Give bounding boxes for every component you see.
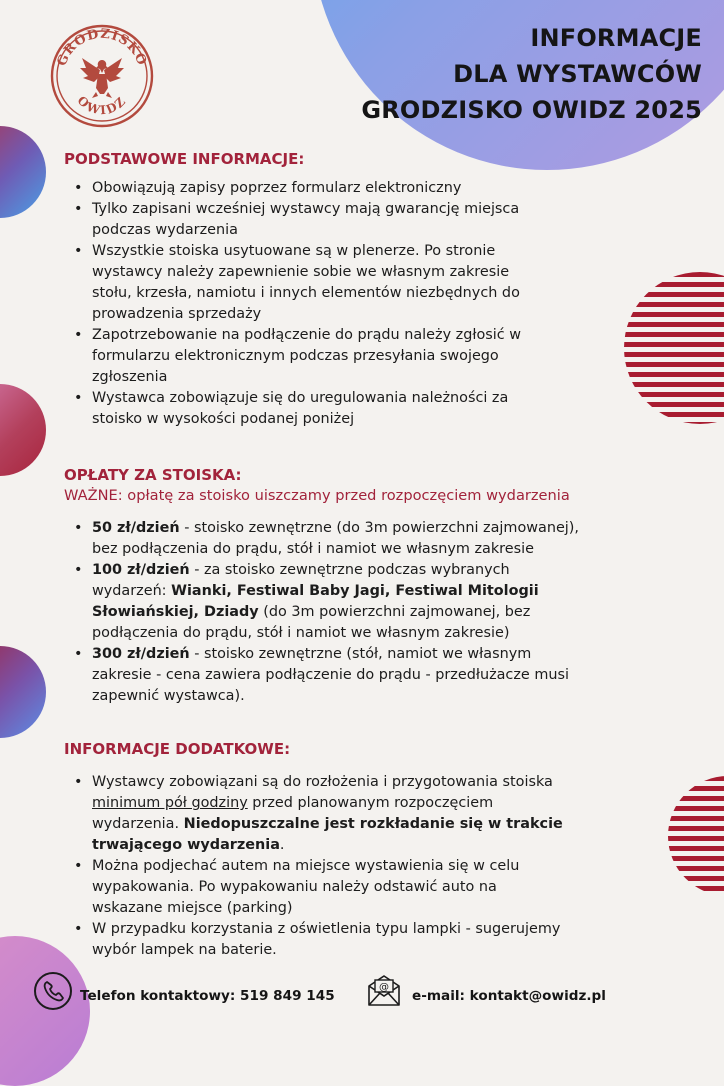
list-item: • 100 zł/dzień - za stoisko zewnętrzne podczas wybranych wydarzeń: Wianki, Festiwal Baby Jagi, Festiwal Mitologii Słowiańskiej, Dziady (do 3m powierzchni zajmowanej, bez podłączenia do prądu, stół i namiot we własnym zakresie) bbox=[64, 560, 579, 644]
decorative-circle bbox=[0, 126, 46, 218]
list-item: • Wszystkie stoiska usytuowane są w plenerze. Po stronie wystawcy należy zapewnienie sobie we własnym zakresie stołu, krzesła, namiotu i innych elementów niezbędnych do prowadzenia sprzedaży bbox=[64, 241, 521, 325]
decorative-striped-circle bbox=[624, 272, 724, 424]
decorative-circle bbox=[0, 646, 46, 738]
email-contact[interactable]: e-mail: kontakt@owidz.pl bbox=[412, 988, 606, 1004]
phone-icon bbox=[34, 972, 72, 1010]
list-item: • 300 zł/dzień - stoisko zewnętrzne (stół, namiot we własnym zakresie - cena zawiera podłączenie do prądu - przedłużacze musi zapewnić wystawca). bbox=[64, 644, 579, 707]
decorative-circle bbox=[0, 384, 46, 476]
list-item: • Wystawcy zobowiązani są do rozłożenia i przygotowania stoiska minimum pół godziny przed planowanym rozpoczęciem wydarzenia. Niedopuszczalne jest rozkładanie się w trakcie trwającego wydarzenia. bbox=[64, 772, 563, 856]
fees-list bbox=[64, 518, 579, 707]
title-line: INFORMACJE bbox=[530, 24, 702, 52]
price: 100 zł/dzień bbox=[92, 562, 190, 578]
section-heading-fees: OPŁATY ZA STOISKA: bbox=[64, 466, 242, 484]
fees-important-note: WAŻNE: opłatę za stoisko uiszczamy przed rozpoczęciem wydarzenia bbox=[64, 487, 570, 504]
phone-contact[interactable]: Telefon kontaktowy: 519 849 145 bbox=[80, 988, 335, 1004]
extra-info-list bbox=[64, 772, 563, 961]
logo-top-text: GRODZISKO bbox=[54, 26, 150, 69]
section-heading-basic: PODSTAWOWE INFORMACJE: bbox=[64, 150, 305, 168]
logo-bottom-text: OWIDZ bbox=[74, 93, 130, 118]
price: 300 zł/dzień bbox=[92, 646, 190, 662]
basic-info-list bbox=[64, 178, 521, 430]
list-item: • Można podjechać autem na miejsce wystawienia się w celu wypakowania. Po wypakowaniu należy odstawić auto na wskazane miejsce (parking) bbox=[64, 856, 563, 919]
section-heading-extra: INFORMACJE DODATKOWE: bbox=[64, 740, 291, 758]
eagle-icon bbox=[80, 58, 124, 98]
page-title bbox=[361, 20, 702, 128]
grodzisko-owidz-logo bbox=[50, 24, 154, 128]
price: 50 zł/dzień bbox=[92, 520, 180, 536]
footer bbox=[0, 972, 724, 1012]
list-item: • Tylko zapisani wcześniej wystawcy mają gwarancję miejsca podczas wydarzenia bbox=[64, 199, 521, 241]
list-item: • Wystawca zobowiązuje się do uregulowania należności za stoisko w wysokości podanej poniżej bbox=[64, 388, 521, 430]
envelope-icon bbox=[366, 972, 402, 1008]
list-item: • Zapotrzebowanie na podłączenie do prądu należy zgłosić w formularzu elektronicznym podczas przesyłania swojego zgłoszenia bbox=[64, 325, 521, 388]
title-line: GRODZISKO OWIDZ 2025 bbox=[361, 96, 702, 124]
list-item: • W przypadku korzystania z oświetlenia typu lampki - sugerujemy wybór lampek na baterie. bbox=[64, 919, 563, 961]
list-item: • 50 zł/dzień - stoisko zewnętrzne (do 3m powierzchni zajmowanej), bez podłączenia do prądu, stół i namiot we własnym zakresie bbox=[64, 518, 579, 560]
svg-text:@: @ bbox=[379, 982, 389, 993]
list-item: • Obowiązują zapisy poprzez formularz elektroniczny bbox=[64, 178, 521, 199]
decorative-striped-circle bbox=[668, 776, 724, 896]
title-line: DLA WYSTAWCÓW bbox=[453, 60, 702, 88]
svg-text:OWIDZ bbox=[75, 93, 130, 118]
